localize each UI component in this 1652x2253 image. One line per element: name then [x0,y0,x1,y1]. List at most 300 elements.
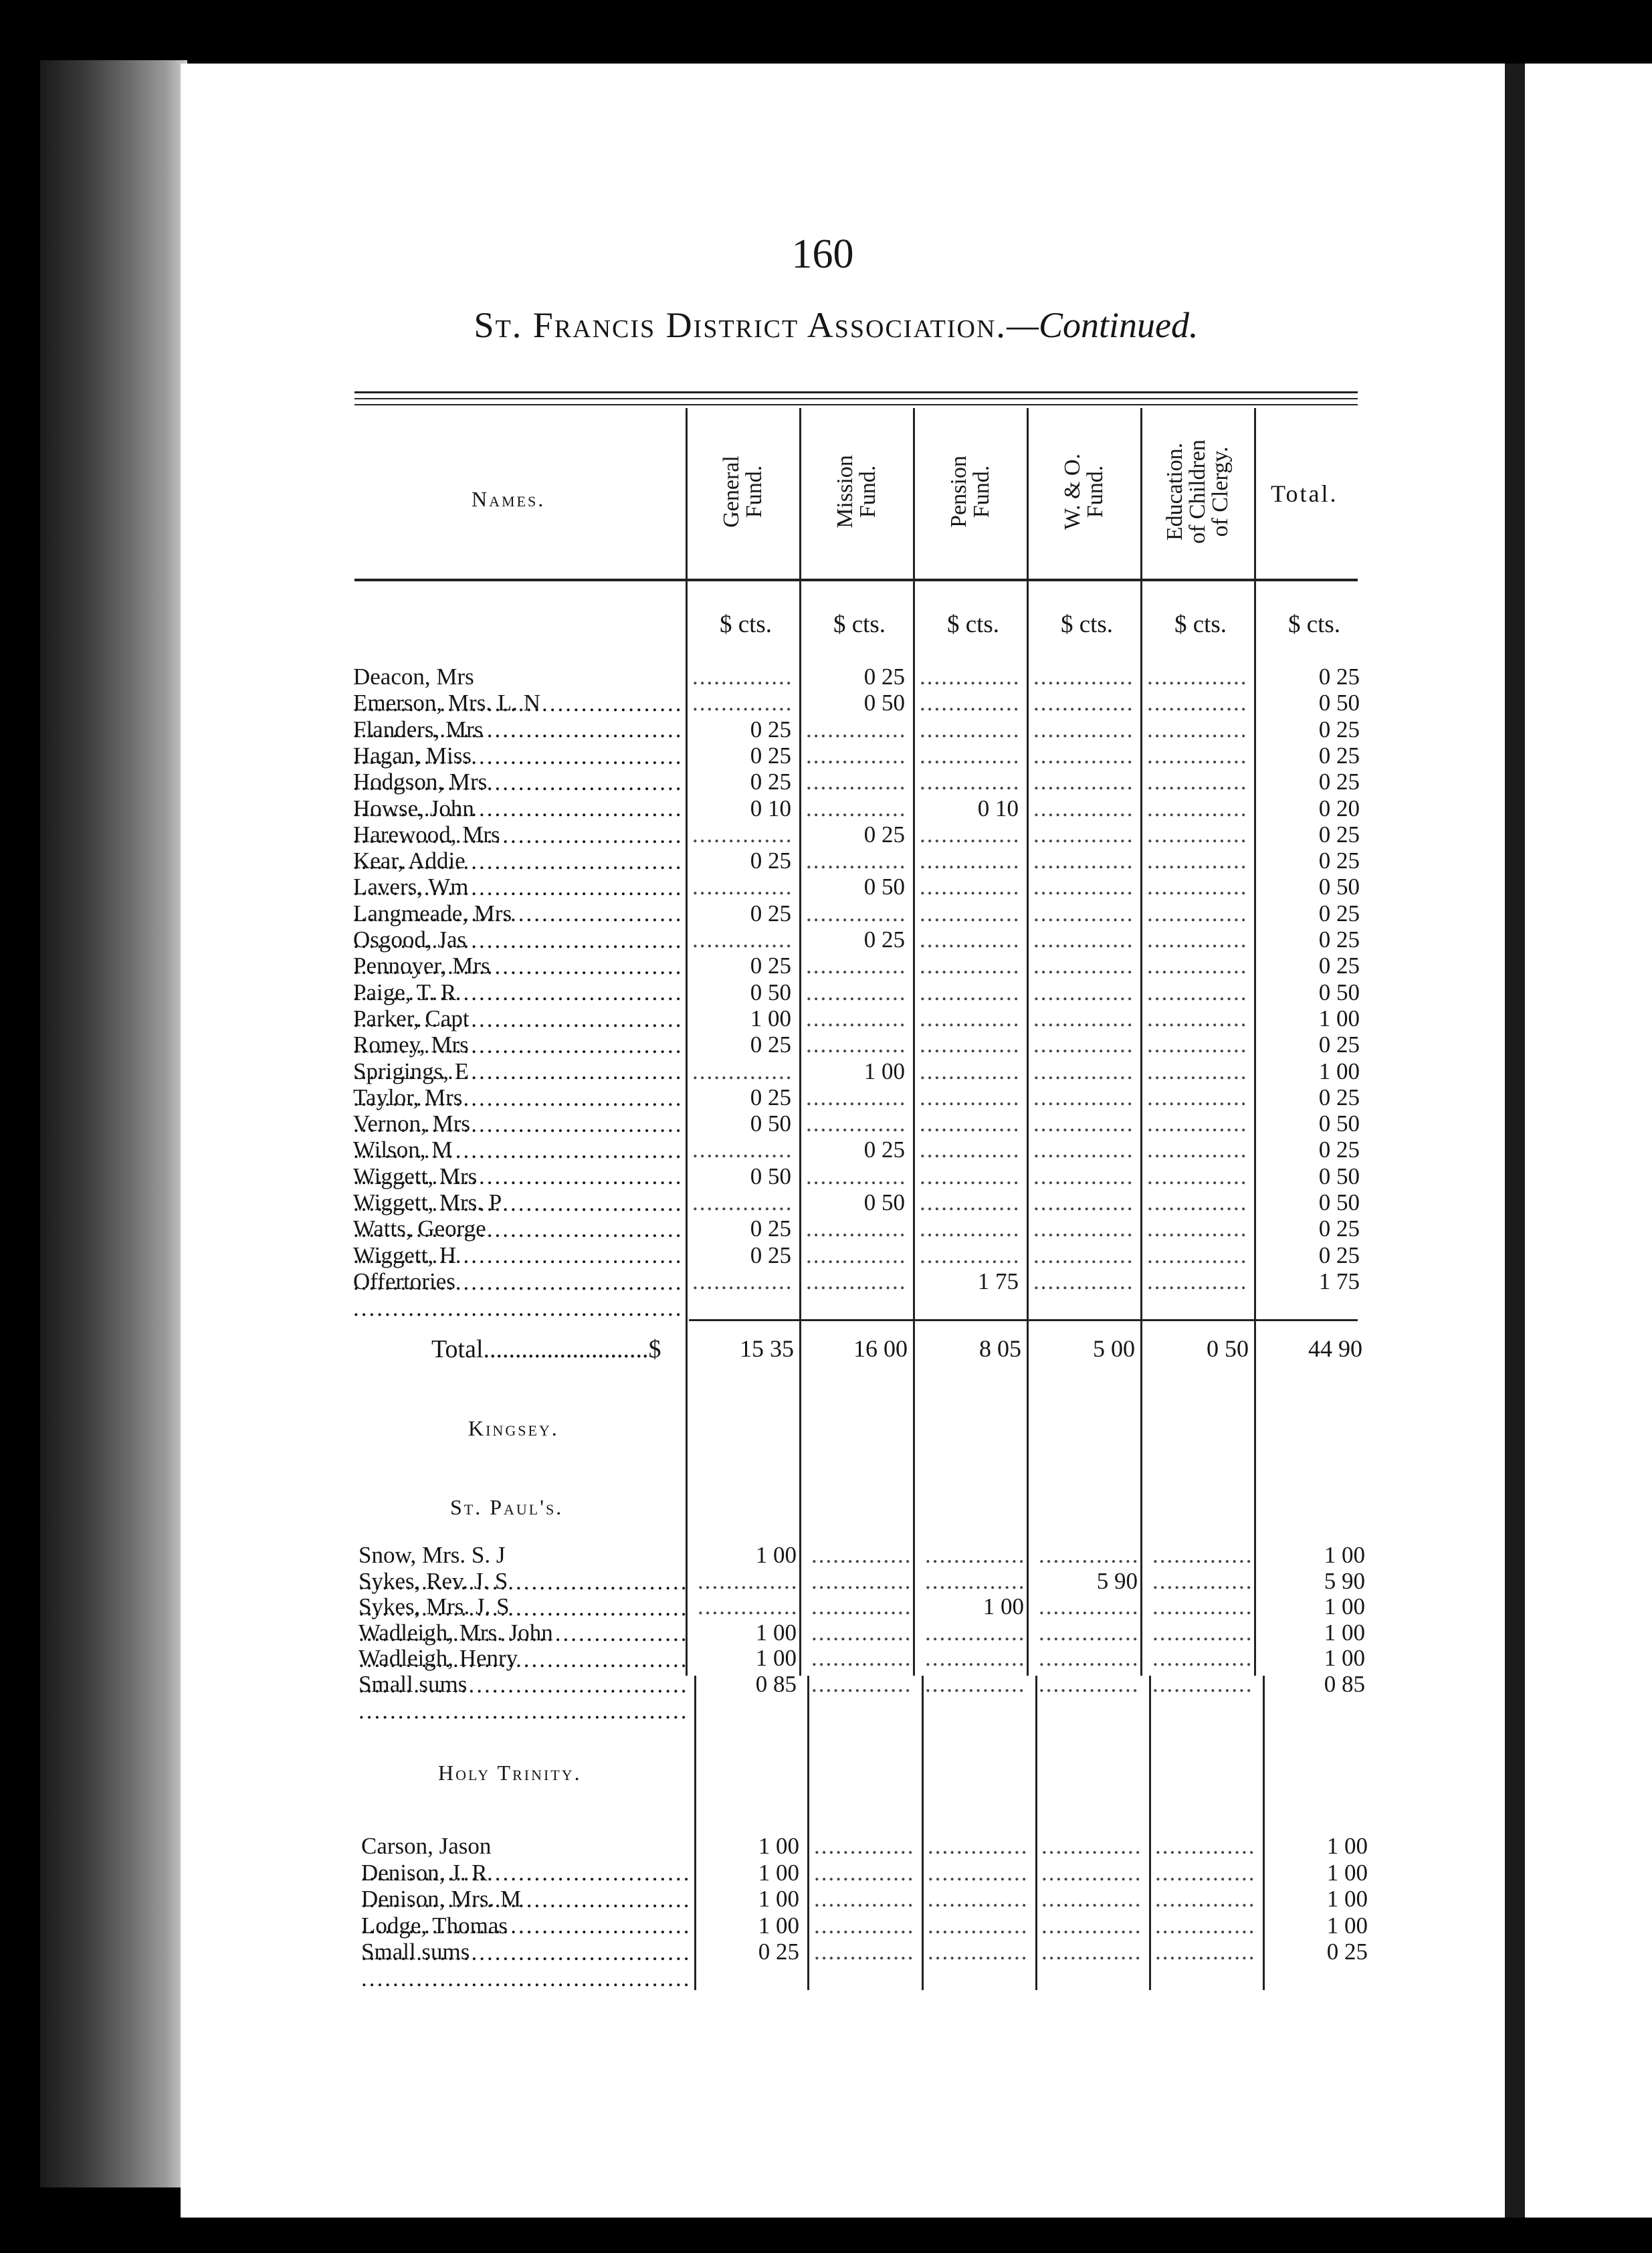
cell-empty-leader [920,900,1019,927]
cell-empty-leader [920,874,1019,900]
cell-empty-leader [1033,821,1132,848]
cell-empty-leader [920,690,1019,716]
cell-empty-leader [920,1110,1019,1137]
cell-empty-leader [1147,1242,1246,1269]
cell-empty-leader [920,1084,1019,1111]
table-row [0,1032,1652,1058]
cell-empty-leader [1147,1137,1246,1163]
unit-pension: $ cts. [946,611,1000,638]
column-header-general: General Fund. [718,456,766,528]
row-name: Wiggett, H ..... [353,1242,681,1296]
cell-empty-leader [1147,1189,1246,1216]
cell-empty-leader [1155,1913,1254,1939]
cell-empty-leader [1152,1671,1251,1698]
cell-empty-leader [1033,716,1132,743]
cell-total: 1 00 [1326,1833,1368,1859]
table-row [0,769,1652,795]
row-name: Watts, George ..... [353,1215,681,1269]
row-name: Sykes, Mrs. J. S ..... [358,1593,686,1647]
cell-mission: 0 25 [863,821,905,848]
cell-empty-leader [806,795,905,822]
cell-empty-leader [811,1645,910,1672]
cell-empty-leader [692,1058,791,1085]
column-header-mission: Mission Fund. [832,455,880,528]
page-title-main: St. Francis District Association. [474,305,1007,345]
table-row [0,795,1652,822]
cell-empty-leader [1033,1215,1132,1242]
cell-general: 1 00 [755,1542,797,1568]
cell-mission: 0 50 [863,1189,905,1215]
row-name: Deacon, Mrs ..... [353,664,681,717]
unit-education: $ cts. [1174,611,1227,638]
table-row [0,743,1652,769]
cell-total: 1 00 [1318,1058,1360,1084]
cell-total: 5 90 [1324,1567,1365,1594]
cell-mission: 0 25 [863,1137,905,1163]
table-row [0,1860,1652,1886]
row-name: Small sums ..... [358,1671,686,1725]
cell-total: 0 50 [1318,1110,1360,1137]
column-header-education: Education. of Children of Clergy. [1162,439,1233,544]
total-label: Total..........................$ [431,1335,661,1363]
table-row [0,926,1652,953]
cell-empty-leader [1152,1645,1251,1672]
table-row [0,1268,1652,1295]
table-row [0,1620,1652,1646]
cell-total: 0 50 [1318,690,1360,716]
cell-empty-leader [1155,1939,1254,1965]
cell-total: 0 50 [1318,1163,1360,1189]
cell-empty-leader [1147,926,1246,953]
table-row [0,690,1652,716]
cell-mission: 1 00 [863,1058,905,1084]
total-total: 44 90 [1308,1335,1362,1362]
cell-empty-leader [920,1058,1019,1085]
page-number: 160 [791,231,854,277]
cell-empty-leader [1147,1005,1246,1032]
cell-total: 1 00 [1324,1645,1365,1671]
cell-empty-leader [1033,1005,1132,1032]
cell-total: 0 20 [1318,795,1360,821]
table-row [0,1084,1652,1111]
cell-empty-leader [692,690,791,716]
cell-empty-leader [1147,743,1246,769]
cell-empty-leader [1155,1860,1254,1886]
table-row [0,1645,1652,1672]
cell-total: 0 25 [1318,1242,1360,1268]
table-row [0,1110,1652,1137]
table-row [0,1189,1652,1216]
cell-empty-leader [925,1671,1024,1698]
row-name: Osgood, Jas ..... [353,926,681,980]
cell-empty-leader [1033,953,1132,979]
page-title [268,304,1405,346]
cell-total: 0 25 [1318,1032,1360,1058]
cell-empty-leader [1033,979,1132,1006]
row-name: Wadleigh, Mrs. John ..... [358,1620,686,1673]
cell-empty-leader [811,1671,910,1698]
cell-empty-leader [806,1163,905,1190]
table-top-rule [354,391,1358,393]
cell-empty-leader [806,716,905,743]
cell-empty-leader [1033,1137,1132,1163]
cell-empty-leader [1147,664,1246,690]
cell-mission: 0 50 [863,874,905,900]
cell-pension: 1 00 [983,1593,1024,1620]
cell-empty-leader [811,1593,910,1620]
cell-empty-leader [1033,1110,1132,1137]
cell-empty-leader [1033,795,1132,822]
row-name: Offertories ..... [353,1268,681,1322]
cell-empty-leader [806,1032,905,1058]
cell-empty-leader [1147,769,1246,795]
cell-general: 0 25 [750,716,791,743]
table-row [0,1568,1652,1595]
cell-general: 0 50 [750,1163,791,1189]
cell-empty-leader [692,1268,791,1295]
row-name: Parker, Capt ..... [353,1005,681,1059]
cell-total: 1 00 [1324,1542,1365,1568]
cell-general: 0 25 [750,769,791,795]
unit-mission: $ cts. [833,611,886,638]
cell-total: 0 25 [1318,664,1360,690]
cell-empty-leader [1033,1032,1132,1058]
table-row [0,1542,1652,1569]
cell-total: 0 25 [1318,716,1360,743]
table-row [0,1005,1652,1032]
cell-empty-leader [1039,1620,1138,1646]
row-name: Vernon, Mrs ..... [353,1110,681,1164]
table-top-rule-3 [354,404,1358,405]
cell-empty-leader [692,926,791,953]
cell-total: 1 00 [1324,1593,1365,1620]
cell-empty-leader [1147,979,1246,1006]
cell-empty-leader [1147,848,1246,874]
cell-general: 1 00 [755,1619,797,1646]
cell-empty-leader [811,1620,910,1646]
cell-empty-leader [1147,1163,1246,1190]
column-header-wo: W. & O. Fund. [1059,454,1108,530]
cell-empty-leader [920,848,1019,874]
cell-empty-leader [1147,821,1246,848]
cell-empty-leader [1033,1163,1132,1190]
cell-empty-leader [928,1860,1027,1886]
cell-empty-leader [1041,1833,1140,1860]
table-row [0,1913,1652,1939]
cell-total: 0 25 [1318,821,1360,848]
cell-general: 0 25 [750,1242,791,1268]
cell-empty-leader [1033,743,1132,769]
cell-total: 0 25 [1318,1084,1360,1110]
total-pension: 8 05 [979,1335,1021,1362]
cell-general: 0 50 [750,979,791,1005]
cell-empty-leader [1147,795,1246,822]
cell-empty-leader [920,1163,1019,1190]
cell-total: 0 25 [1326,1939,1368,1965]
table-row [0,821,1652,848]
cell-wo: 5 90 [1096,1567,1138,1594]
page-title-suffix: —Continued. [1006,305,1199,345]
cell-empty-leader [1039,1542,1138,1569]
cell-total: 1 00 [1326,1886,1368,1912]
unit-total: $ cts. [1287,611,1341,638]
cell-general: 0 25 [750,1084,791,1110]
cell-general: 0 25 [750,900,791,926]
cell-empty-leader [698,1568,797,1595]
cell-empty-leader [692,821,791,848]
cell-empty-leader [1033,900,1132,927]
cell-empty-leader [814,1913,913,1939]
section-heading-holy-trinity: Holy Trinity. [438,1761,582,1785]
table-row [0,953,1652,979]
cell-total: 1 00 [1326,1912,1368,1939]
total-general: 15 35 [740,1335,794,1362]
table-row [0,1242,1652,1269]
cell-empty-leader [1033,1242,1132,1269]
cell-empty-leader [1147,690,1246,716]
cell-empty-leader [1152,1542,1251,1569]
cell-general: 0 25 [750,1032,791,1058]
cell-empty-leader [920,716,1019,743]
cell-empty-leader [1147,1084,1246,1111]
cell-empty-leader [698,1593,797,1620]
cell-general: 1 00 [758,1833,799,1859]
cell-empty-leader [806,953,905,979]
row-name: Denison, Mrs. M ..... [361,1886,689,1939]
cell-total: 0 25 [1318,742,1360,769]
cell-empty-leader [920,953,1019,979]
cell-total: 1 00 [1326,1859,1368,1886]
cell-empty-leader [692,1137,791,1163]
row-name: Sprigings, E ..... [353,1058,681,1112]
cell-empty-leader [1147,1058,1246,1085]
cell-general: 1 00 [758,1886,799,1912]
cell-empty-leader [1039,1593,1138,1620]
cell-total: 0 25 [1318,769,1360,795]
table-row [0,664,1652,690]
row-name: Paige, T. R ..... [353,979,681,1033]
cell-total: 1 00 [1324,1619,1365,1646]
cell-empty-leader [920,1005,1019,1032]
row-name: Hagan, Miss ..... [353,743,681,796]
cell-empty-leader [928,1939,1027,1965]
cell-general: 0 25 [750,953,791,979]
cell-empty-leader [1041,1913,1140,1939]
cell-general: 0 25 [750,1215,791,1242]
cell-empty-leader [1033,874,1132,900]
table-row [0,1671,1652,1698]
cell-empty-leader [811,1568,910,1595]
cell-empty-leader [928,1833,1027,1860]
cell-empty-leader [920,821,1019,848]
cell-empty-leader [814,1886,913,1913]
cell-empty-leader [806,848,905,874]
unit-wo: $ cts. [1060,611,1114,638]
cell-general: 0 50 [750,1110,791,1137]
table-top-rule-2 [354,398,1358,399]
cell-general: 1 00 [758,1912,799,1939]
cell-empty-leader [1041,1939,1140,1965]
cell-empty-leader [1033,1189,1132,1216]
row-name: Lavers, Wm ..... [353,874,681,927]
cell-empty-leader [1041,1860,1140,1886]
cell-empty-leader [1033,926,1132,953]
cell-total: 0 85 [1324,1670,1365,1697]
table-row [0,1833,1652,1860]
cell-total: 0 25 [1318,900,1360,926]
cell-empty-leader [814,1833,913,1860]
cell-empty-leader [1152,1620,1251,1646]
row-name: Small sums ..... [361,1939,689,1992]
row-name: Snow, Mrs. S. J ..... [358,1542,686,1595]
row-name: Flanders, Mrs ..... [353,716,681,770]
cell-empty-leader [1147,900,1246,927]
row-name: Wadleigh, Henry ..... [358,1645,686,1698]
cell-empty-leader [1152,1593,1251,1620]
row-name: Harewood, Mrs ..... [353,821,681,875]
cell-empty-leader [1033,1058,1132,1085]
cell-empty-leader [806,900,905,927]
cell-empty-leader [806,1242,905,1269]
total-education: 0 50 [1207,1335,1249,1362]
cell-total: 0 25 [1318,1137,1360,1163]
cell-empty-leader [920,1137,1019,1163]
cell-empty-leader [920,1189,1019,1216]
total-mission: 16 00 [853,1335,908,1362]
row-name: Wiggett, Mrs. P ..... [353,1189,681,1243]
cell-empty-leader [1033,769,1132,795]
cell-empty-leader [692,1189,791,1216]
row-name: Sykes, Rev. J. S ..... [358,1568,686,1622]
cell-empty-leader [920,664,1019,690]
table-row [0,1886,1652,1913]
totals-rule [689,1319,1358,1321]
cell-empty-leader [928,1913,1027,1939]
table-row [0,1939,1652,1965]
cell-empty-leader [920,1242,1019,1269]
row-name: Lodge, Thomas ..... [361,1913,689,1966]
cell-total: 0 25 [1318,848,1360,874]
cell-empty-leader [811,1542,910,1569]
row-name: Wilson, M ..... [353,1137,681,1190]
table-row [0,1593,1652,1620]
cell-empty-leader [806,1084,905,1111]
row-name: Kear, Addie ..... [353,848,681,901]
cell-empty-leader [1033,1084,1132,1111]
cell-total: 1 00 [1318,1005,1360,1032]
cell-total: 0 25 [1318,953,1360,979]
table-row [0,1137,1652,1163]
cell-empty-leader [1147,953,1246,979]
section-heading-st-pauls: St. Paul's. [450,1495,564,1519]
row-name: Romey, Mrs ..... [353,1032,681,1085]
cell-empty-leader [806,1268,905,1295]
cell-general: 0 25 [750,848,791,874]
cell-general: 0 25 [750,742,791,769]
row-name: Hodgson, Mrs ..... [353,769,681,822]
cell-empty-leader [928,1886,1027,1913]
cell-mission: 0 25 [863,926,905,953]
header-bottom-rule [354,579,1358,581]
cell-empty-leader [806,1110,905,1137]
cell-empty-leader [920,926,1019,953]
cell-empty-leader [1039,1645,1138,1672]
cell-empty-leader [920,743,1019,769]
section-heading-kingsey: Kingsey. [468,1416,559,1440]
table-row [0,979,1652,1006]
row-name: Langmeade, Mrs ..... [353,900,681,954]
table-row [0,1215,1652,1242]
cell-empty-leader [1041,1886,1140,1913]
table-row [0,900,1652,927]
cell-empty-leader [1155,1886,1254,1913]
row-name: Wiggett, Mrs ..... [353,1163,681,1217]
cell-mission: 0 50 [863,690,905,716]
cell-empty-leader [925,1645,1024,1672]
cell-general: 1 00 [750,1005,791,1032]
cell-empty-leader [920,1215,1019,1242]
cell-total: 0 25 [1318,926,1360,953]
cell-general: 0 10 [750,795,791,821]
row-name: Denison, J. R ..... [361,1860,689,1913]
cell-total: 0 50 [1318,979,1360,1005]
cell-empty-leader [806,769,905,795]
cell-empty-leader [692,664,791,690]
cell-empty-leader [814,1860,913,1886]
cell-empty-leader [814,1939,913,1965]
cell-empty-leader [1033,664,1132,690]
cell-empty-leader [1147,716,1246,743]
row-name: Emerson, Mrs. L. N ..... [353,690,681,743]
cell-empty-leader [1147,1215,1246,1242]
cell-empty-leader [1147,1032,1246,1058]
table-row [0,1163,1652,1190]
cell-empty-leader [1033,848,1132,874]
cell-empty-leader [692,874,791,900]
cell-total: 0 25 [1318,1215,1360,1242]
cell-empty-leader [806,1215,905,1242]
table-row [0,874,1652,900]
table-row [0,848,1652,874]
cell-total: 0 50 [1318,874,1360,900]
column-header-names: Names. [472,487,546,511]
cell-general: 1 00 [758,1859,799,1886]
cell-general: 0 85 [755,1670,797,1697]
cell-empty-leader [1033,1268,1132,1295]
cell-general: 0 25 [758,1939,799,1965]
column-header-pension: Pension Fund. [946,456,994,528]
cell-empty-leader [1155,1833,1254,1860]
row-name: Pennoyer, Mrs ..... [353,953,681,1006]
cell-empty-leader [806,979,905,1006]
cell-empty-leader [1147,1268,1246,1295]
row-name: Taylor, Mrs ..... [353,1084,681,1138]
cell-empty-leader [1039,1671,1138,1698]
cell-total: 1 75 [1318,1268,1360,1294]
cell-empty-leader [806,743,905,769]
cell-empty-leader [925,1568,1024,1595]
cell-empty-leader [920,979,1019,1006]
table-row [0,716,1652,743]
table-row [0,1058,1652,1085]
cell-empty-leader [1147,874,1246,900]
cell-empty-leader [1147,1110,1246,1137]
cell-pension: 0 10 [977,795,1019,821]
cell-empty-leader [925,1542,1024,1569]
unit-general: $ cts. [719,611,772,638]
cell-empty-leader [1152,1568,1251,1595]
cell-total: 0 50 [1318,1189,1360,1215]
